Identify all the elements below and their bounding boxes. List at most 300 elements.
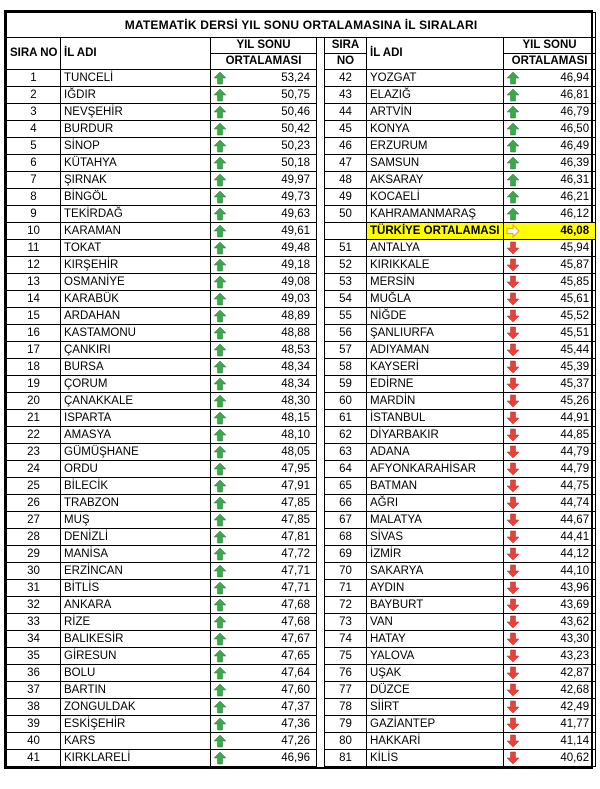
province-cell: KASTAMONU [61, 325, 211, 342]
arrow-up-icon [213, 598, 227, 612]
arrow-down-icon [506, 377, 520, 391]
table-row [7, 87, 596, 104]
avg-cell [504, 427, 596, 444]
rank-cell: 39 [7, 716, 61, 733]
arrow-up-icon [213, 428, 227, 442]
arrow-up-icon [506, 105, 520, 119]
page-title: MATEMATİK DERSİ YIL SONU ORTALAMASINA İL SIRALARI [7, 13, 596, 38]
arrow-up-icon [213, 377, 227, 391]
province-cell: VAN [367, 614, 504, 631]
rank-cell: 4 [7, 121, 61, 138]
province-cell: YOZGAT [367, 70, 504, 87]
column-gap [317, 648, 325, 665]
header-avg-right-line1: YIL SONU [504, 38, 596, 54]
column-gap [317, 614, 325, 631]
table-row [7, 461, 596, 478]
rank-cell: 72 [325, 597, 367, 614]
rank-cell: 37 [7, 682, 61, 699]
table-row [7, 223, 596, 240]
arrow-up-icon [213, 139, 227, 153]
avg-value: 46,49 [560, 139, 590, 152]
rank-cell: 11 [7, 240, 61, 257]
province-cell: KIRKLARELİ [61, 750, 211, 767]
avg-cell [504, 512, 596, 529]
avg-cell [211, 665, 317, 682]
arrow-up-icon [213, 326, 227, 340]
avg-cell [211, 240, 317, 257]
table-row [7, 155, 596, 172]
rank-cell: 76 [325, 665, 367, 682]
rank-cell: 3 [7, 104, 61, 121]
column-gap [317, 206, 325, 223]
table-row [7, 138, 596, 155]
avg-value: 45,87 [560, 258, 590, 271]
avg-value: 53,24 [281, 71, 310, 84]
national-average-value [504, 223, 596, 240]
column-gap [317, 393, 325, 410]
avg-value: 49,73 [281, 190, 310, 203]
avg-cell [211, 461, 317, 478]
province-cell: ÇANKIRI [61, 342, 211, 359]
avg-cell [504, 376, 596, 393]
column-gap [317, 342, 325, 359]
province-cell: NİĞDE [367, 308, 504, 325]
rank-cell: 28 [7, 529, 61, 546]
avg-cell [504, 750, 596, 767]
arrow-up-icon [213, 530, 227, 544]
table-row [7, 716, 596, 733]
avg-cell [504, 478, 596, 495]
header-province: İL ADI [61, 38, 211, 70]
province-cell: AMASYA [61, 427, 211, 444]
column-gap [317, 631, 325, 648]
province-cell: BARTIN [61, 682, 211, 699]
arrow-down-icon [506, 258, 520, 272]
column-gap [317, 87, 325, 104]
header-row [7, 38, 596, 54]
avg-value: 44,91 [560, 411, 590, 424]
arrow-up-icon [213, 275, 227, 289]
arrow-up-icon [213, 632, 227, 646]
header-province-right: İL ADI [367, 38, 504, 70]
province-cell: ADANA [367, 444, 504, 461]
province-cell: TRABZON [61, 495, 211, 512]
province-cell: ORDU [61, 461, 211, 478]
province-cell: BİNGÖL [61, 189, 211, 206]
province-cell: KONYA [367, 121, 504, 138]
province-cell: KIRIKKALE [367, 257, 504, 274]
header-avg-right-line2: ORTALAMASI [504, 54, 596, 70]
province-cell: MANİSA [61, 546, 211, 563]
avg-value: 46,96 [281, 751, 310, 764]
arrow-down-icon [506, 411, 520, 425]
avg-cell [504, 393, 596, 410]
rank-cell: 69 [325, 546, 367, 563]
avg-value: 47,81 [281, 530, 310, 543]
column-gap [317, 223, 325, 240]
avg-value: 45,37 [560, 377, 590, 390]
avg-cell [211, 274, 317, 291]
province-cell: YALOVA [367, 648, 504, 665]
rank-cell: 60 [325, 393, 367, 410]
table-row [7, 342, 596, 359]
rank-cell: 10 [7, 223, 61, 240]
rank-cell: 63 [325, 444, 367, 461]
column-gap [317, 189, 325, 206]
avg-cell [211, 512, 317, 529]
avg-cell [504, 342, 596, 359]
rank-cell: 53 [325, 274, 367, 291]
province-cell: ŞANLIURFA [367, 325, 504, 342]
avg-value: 45,85 [560, 275, 590, 288]
arrow-down-icon [506, 649, 520, 663]
arrow-down-icon [506, 428, 520, 442]
avg-cell [211, 682, 317, 699]
avg-value: 47,72 [281, 547, 310, 560]
province-cell: IĞDIR [61, 87, 211, 104]
rank-cell: 30 [7, 563, 61, 580]
province-cell: KÜTAHYA [61, 155, 211, 172]
avg-cell [504, 121, 596, 138]
avg-cell [504, 529, 596, 546]
column-gap [317, 444, 325, 461]
avg-value: 49,03 [281, 292, 310, 305]
province-cell: SAKARYA [367, 563, 504, 580]
rank-cell: 73 [325, 614, 367, 631]
avg-value: 43,23 [560, 649, 590, 662]
avg-value: 48,89 [281, 309, 310, 322]
table-row [7, 427, 596, 444]
column-gap [317, 478, 325, 495]
rank-cell: 12 [7, 257, 61, 274]
rank-cell: 41 [7, 750, 61, 767]
avg-value: 45,39 [560, 360, 590, 373]
avg-value: 50,75 [281, 88, 310, 101]
avg-value: 47,68 [281, 598, 310, 611]
province-cell: ANKARA [61, 597, 211, 614]
province-cell: UŞAK [367, 665, 504, 682]
avg-value: 44,79 [560, 462, 590, 475]
table-row [7, 444, 596, 461]
arrow-up-icon [213, 547, 227, 561]
rank-cell: 2 [7, 87, 61, 104]
header-rank-right-line1: SIRA [325, 38, 367, 54]
avg-value: 47,85 [281, 496, 310, 509]
avg-cell [211, 478, 317, 495]
ranking-table [6, 12, 596, 767]
arrow-up-icon [506, 173, 520, 187]
avg-cell [211, 393, 317, 410]
table-row [7, 325, 596, 342]
avg-cell [211, 291, 317, 308]
column-gap [317, 70, 325, 87]
rank-cell: 6 [7, 155, 61, 172]
rank-cell: 78 [325, 699, 367, 716]
arrow-up-icon [213, 207, 227, 221]
province-cell: ISPARTA [61, 410, 211, 427]
avg-cell [504, 240, 596, 257]
avg-cell [211, 138, 317, 155]
avg-cell [504, 308, 596, 325]
avg-value: 44,75 [560, 479, 590, 492]
avg-value: 44,79 [560, 445, 590, 458]
avg-cell [211, 223, 317, 240]
arrow-down-icon [506, 700, 520, 714]
avg-cell [211, 104, 317, 121]
arrow-down-icon [506, 717, 520, 731]
arrow-up-icon [213, 190, 227, 204]
province-cell: DÜZCE [367, 682, 504, 699]
arrow-up-icon [213, 751, 227, 765]
arrow-down-icon [506, 734, 520, 748]
arrow-right-icon [506, 224, 520, 238]
province-cell: MERSİN [367, 274, 504, 291]
avg-value: 49,18 [281, 258, 310, 271]
province-cell: ADIYAMAN [367, 342, 504, 359]
avg-cell [211, 155, 317, 172]
arrow-up-icon [213, 122, 227, 136]
avg-cell [211, 121, 317, 138]
avg-cell [504, 699, 596, 716]
arrow-down-icon [506, 632, 520, 646]
avg-cell [504, 70, 596, 87]
rank-cell: 54 [325, 291, 367, 308]
avg-value: 44,10 [560, 564, 590, 577]
rank-cell: 32 [7, 597, 61, 614]
province-cell: ELAZIĞ [367, 87, 504, 104]
avg-cell [504, 580, 596, 597]
arrow-up-icon [506, 156, 520, 170]
rank-cell: 19 [7, 376, 61, 393]
column-gap [317, 376, 325, 393]
province-cell: ERZİNCAN [61, 563, 211, 580]
arrow-up-icon [213, 581, 227, 595]
table-row [7, 291, 596, 308]
avg-value: 45,44 [560, 343, 590, 356]
rank-cell: 42 [325, 70, 367, 87]
avg-value: 45,61 [560, 292, 590, 305]
province-cell: ŞIRNAK [61, 172, 211, 189]
table-row [7, 546, 596, 563]
arrow-down-icon [506, 326, 520, 340]
province-cell: BURDUR [61, 121, 211, 138]
rank-cell: 9 [7, 206, 61, 223]
rank-cell: 56 [325, 325, 367, 342]
avg-value: 49,61 [281, 224, 310, 237]
arrow-up-icon [213, 343, 227, 357]
avg-value: 46,31 [560, 173, 590, 186]
arrow-up-icon [213, 649, 227, 663]
province-cell: MUŞ [61, 512, 211, 529]
avg-cell [504, 189, 596, 206]
arrow-up-icon [213, 411, 227, 425]
header-rank-right-line2: NO [325, 54, 367, 70]
rank-cell: 59 [325, 376, 367, 393]
rank-cell: 34 [7, 631, 61, 648]
province-cell: OSMANİYE [61, 274, 211, 291]
column-gap [317, 257, 325, 274]
avg-value: 44,12 [560, 547, 590, 560]
avg-value: 50,46 [281, 105, 310, 118]
rank-cell: 44 [325, 104, 367, 121]
avg-cell [211, 70, 317, 87]
rank-cell: 29 [7, 546, 61, 563]
arrow-up-icon [506, 71, 520, 85]
arrow-down-icon [506, 275, 520, 289]
avg-value: 46,50 [560, 122, 590, 135]
arrow-up-icon [213, 71, 227, 85]
table-row [7, 206, 596, 223]
avg-cell [504, 206, 596, 223]
rank-cell: 62 [325, 427, 367, 444]
arrow-up-icon [213, 734, 227, 748]
avg-cell [211, 444, 317, 461]
avg-value: 45,94 [560, 241, 590, 254]
avg-cell [504, 563, 596, 580]
avg-cell [504, 87, 596, 104]
column-gap [317, 138, 325, 155]
avg-value: 45,52 [560, 309, 590, 322]
table-row [7, 308, 596, 325]
table-row [7, 172, 596, 189]
arrow-up-icon [213, 479, 227, 493]
arrow-up-icon [213, 241, 227, 255]
avg-value: 46,94 [560, 71, 590, 84]
arrow-up-icon [506, 139, 520, 153]
avg-cell [211, 427, 317, 444]
arrow-up-icon [213, 615, 227, 629]
arrow-up-icon [213, 309, 227, 323]
table-row [7, 189, 596, 206]
table-row [7, 410, 596, 427]
rank-cell: 70 [325, 563, 367, 580]
rank-cell: 51 [325, 240, 367, 257]
column-gap [317, 580, 325, 597]
rank-cell: 55 [325, 308, 367, 325]
avg-value: 49,08 [281, 275, 310, 288]
avg-cell [211, 529, 317, 546]
column-gap [317, 716, 325, 733]
avg-value: 46,79 [560, 105, 590, 118]
province-cell: HAKKARİ [367, 733, 504, 750]
avg-cell [211, 410, 317, 427]
avg-value: 46,39 [560, 156, 590, 169]
rank-cell: 38 [7, 699, 61, 716]
avg-value: 47,68 [281, 615, 310, 628]
rank-cell: 15 [7, 308, 61, 325]
arrow-up-icon [213, 717, 227, 731]
table-row [7, 733, 596, 750]
avg-cell [504, 495, 596, 512]
rank-cell: 48 [325, 172, 367, 189]
avg-value: 45,26 [560, 394, 590, 407]
province-cell: AKSARAY [367, 172, 504, 189]
rank-cell: 27 [7, 512, 61, 529]
table-row [7, 121, 596, 138]
rank-cell: 18 [7, 359, 61, 376]
avg-cell [211, 597, 317, 614]
avg-cell [504, 444, 596, 461]
column-gap [317, 325, 325, 342]
column-gap [317, 38, 325, 70]
arrow-down-icon [506, 547, 520, 561]
header-avg-line2: ORTALAMASI [211, 54, 317, 70]
avg-cell [504, 410, 596, 427]
arrow-up-icon [506, 122, 520, 136]
province-cell: BATMAN [367, 478, 504, 495]
arrow-up-icon [506, 190, 520, 204]
province-cell: KİLİS [367, 750, 504, 767]
province-cell: MUĞLA [367, 291, 504, 308]
arrow-down-icon [506, 513, 520, 527]
province-cell: HATAY [367, 631, 504, 648]
rank-cell: 20 [7, 393, 61, 410]
column-gap [317, 104, 325, 121]
table-row [7, 614, 596, 631]
arrow-up-icon [213, 156, 227, 170]
avg-value: 48,34 [281, 377, 310, 390]
rank-cell: 13 [7, 274, 61, 291]
avg-cell [211, 376, 317, 393]
province-cell: BİLECİK [61, 478, 211, 495]
arrow-down-icon [506, 394, 520, 408]
arrow-down-icon [506, 666, 520, 680]
avg-value: 43,30 [560, 632, 590, 645]
avg-value: 46,08 [560, 224, 590, 237]
table-row [7, 597, 596, 614]
avg-value: 50,42 [281, 122, 310, 135]
rank-cell: 58 [325, 359, 367, 376]
avg-value: 47,60 [281, 683, 310, 696]
arrow-up-icon [213, 683, 227, 697]
column-gap [317, 529, 325, 546]
province-cell: ÇORUM [61, 376, 211, 393]
table-row [7, 359, 596, 376]
avg-value: 44,67 [560, 513, 590, 526]
arrow-down-icon [506, 309, 520, 323]
table-row [7, 631, 596, 648]
column-gap [317, 699, 325, 716]
table-row [7, 478, 596, 495]
rank-cell: 67 [325, 512, 367, 529]
avg-value: 48,34 [281, 360, 310, 373]
avg-cell [504, 104, 596, 121]
avg-cell [211, 359, 317, 376]
avg-cell [504, 325, 596, 342]
province-cell: BURSA [61, 359, 211, 376]
rank-cell: 5 [7, 138, 61, 155]
table-row [7, 563, 596, 580]
rank-cell: 68 [325, 529, 367, 546]
column-gap [317, 546, 325, 563]
avg-value: 43,96 [560, 581, 590, 594]
arrow-up-icon [213, 258, 227, 272]
avg-cell [504, 614, 596, 631]
rank-cell: 24 [7, 461, 61, 478]
arrow-up-icon [213, 224, 227, 238]
avg-cell [211, 580, 317, 597]
rank-cell: 43 [325, 87, 367, 104]
arrow-down-icon [506, 564, 520, 578]
avg-value: 48,05 [281, 445, 310, 458]
rank-cell: 36 [7, 665, 61, 682]
avg-cell [211, 733, 317, 750]
avg-value: 44,41 [560, 530, 590, 543]
column-gap [317, 495, 325, 512]
arrow-up-icon [506, 88, 520, 102]
arrow-down-icon [506, 445, 520, 459]
avg-value: 46,21 [560, 190, 590, 203]
